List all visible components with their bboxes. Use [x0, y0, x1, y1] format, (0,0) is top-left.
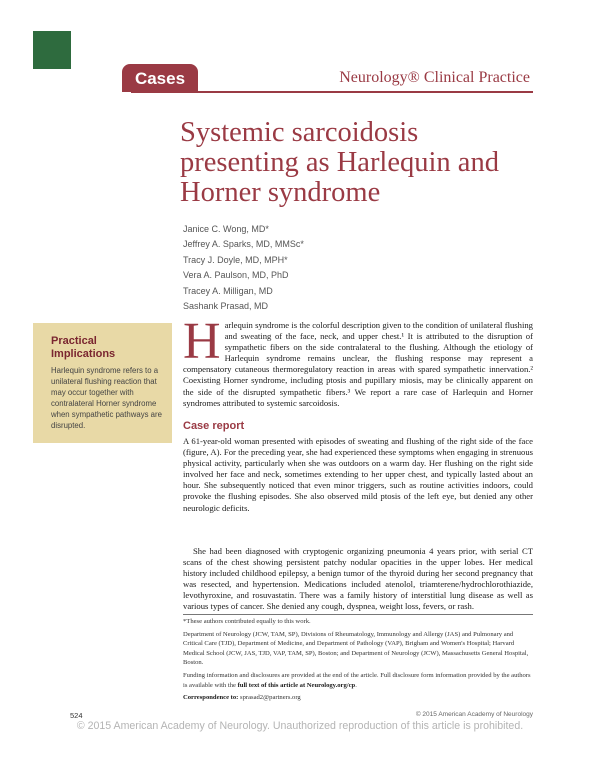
- equal-contribution-note: *These authors contributed equally to this work.: [183, 618, 311, 625]
- full-text-link[interactable]: full text of this article at Neurology.org/cp: [237, 681, 356, 689]
- copyright: © 2015 American Academy of Neurology: [415, 711, 533, 718]
- affiliations: Department of Neurology (JCW, TAM, SP), Divisions of Rheumatology, Immunology and Allergy (JAS) and Pulmonary and Critical Care (TJD), Department of Medicine, and Department of Pathology (VAP), Brigham and Women's Hospital; Harvard Medical School (JCW, JAS, TJD, VAP, TAM, SP), Boston; and Department of Neurology (JCW), Massachusetts General Hospital, Boston.: [183, 630, 529, 667]
- author: Sashank Prasad, MD: [183, 301, 269, 312]
- journal-name: Neurology® Clinical Practice: [339, 69, 530, 86]
- funding-note: Funding information and disclosures are provided at the end of the article. Full disclosure form information provided by the authors is available with the full text of this article at Neurology.org/cp.: [183, 671, 531, 689]
- section-tab: Cases: [122, 64, 198, 92]
- intro-text: arlequin syndrome is the colorful description given to the condition of unilateral flushing and sweating of the face, neck, and upper chest.¹ It is attributed to the disruption of sympathetic fibers on the side contralateral to the flushing. Although the etiology of Harlequin syndrome remains unclear, the flushing response may represent a compensatory cutaneous thermoregulatory reaction in areas with spared sympathetic innervation.² Coexisting Horner syndrome, including ptosis and pupillary miosis, may be clinically apparent on the side of the disrupted sympathetic fibers.³ We report a rare case of Harlequin and Horner syndromes attributed to systemic sarcoidosis.: [183, 320, 533, 408]
- author: Janice C. Wong, MD*: [183, 224, 269, 234]
- sidebar-heading: Practical Implications: [51, 335, 116, 360]
- author: Tracy J. Doyle, MD, MPH*: [183, 254, 288, 265]
- intro-paragraph: [183, 313, 533, 409]
- page-number: 524: [70, 711, 83, 720]
- practical-implications-box: [33, 323, 172, 443]
- reproduction-notice: © 2015 American Academy of Neurology. Unauthorized reproduction of this article is prohibited.: [76, 720, 524, 732]
- case-paragraph-2: She had been diagnosed with cryptogenic organizing pneumonia 4 years prior, with serial CT scans of the chest showing persistent patchy nodular opacities in the upper lobes. Her medical history included childhood epilepsy, a benign tumor of the thyroid during her second pregnancy that was resected, and hypertension. Medications included atenolol, triamterene/hydrochlorothiazide, levothyroxine, and rosuvastatin. There was a family history of interstitial lung disease as well as various types of cancer. She denied any cough, dyspnea, weight loss, fevers, or rash.: [183, 546, 533, 612]
- author: Vera A. Paulson, MD, PhD: [183, 270, 289, 281]
- correspondence-email[interactable]: sprasad2@partners.org: [240, 694, 301, 702]
- footnote-rule: [183, 614, 533, 615]
- drop-cap: H: [183, 313, 221, 370]
- footnotes: [183, 617, 533, 706]
- author: Tracey A. Milligan, MD: [183, 285, 273, 296]
- author-list: [183, 222, 304, 314]
- running-header: [33, 64, 533, 92]
- case-paragraph-1: A 61-year-old woman presented with episodes of sweating and flushing of the right side of the face (figure, A). For the preceding year, she had experienced these symptoms when engaging in strenuous physical activity, particularly when she was outdoors on a warm day. Her flushing on the right side involved her face and neck, sometimes extending to her upper chest, and typically lasted about an hour. She subsequently noticed that even minor triggers, such as routine activities indoors, could provoke the flushing episodes. She also observed mild ptosis of the left eye, but denied any other neurologic deficits.: [183, 436, 533, 513]
- case-report-heading: Case report: [183, 420, 245, 432]
- author: Jeffrey A. Sparks, MD, MMSc*: [183, 239, 304, 250]
- correspondence: Correspondence to: sprasad2@partners.org: [183, 694, 301, 702]
- article-title: Systemic sarcoidosis presenting as Harlequin and Horner syndrome: [180, 117, 499, 208]
- sidebar-text: Harlequin syndrome refers to a unilateral flushing reaction that may occur together with contralateral Horner syndrome when sympathetic pathways are disrupted.: [51, 366, 162, 431]
